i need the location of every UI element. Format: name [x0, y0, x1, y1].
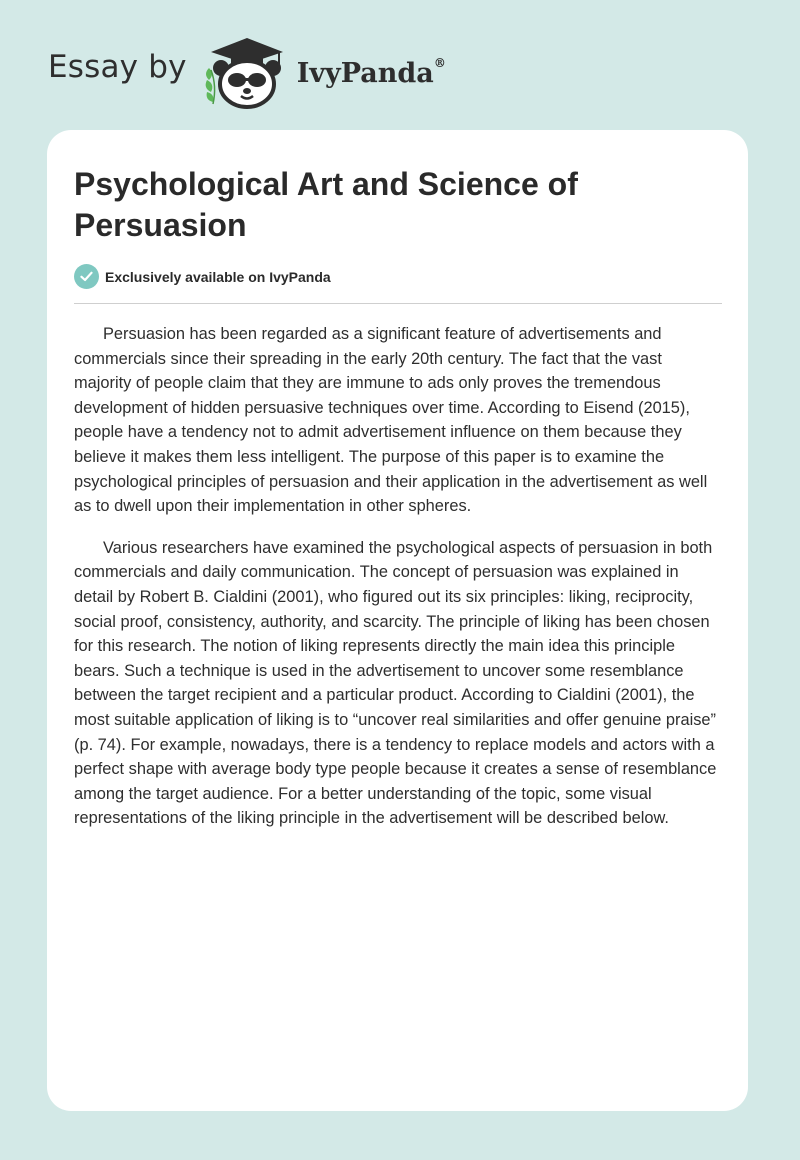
essay-body	[74, 322, 722, 831]
essay-title: Psychological Art and Science of Persuasion	[74, 166, 578, 243]
essay-by-label: Essay by	[48, 49, 187, 85]
paragraph: Various researchers have examined the psychological aspects of persuasion in both commercials and daily communication. The concept of persuasion was explained in detail by Robert B. Cialdini (2001), who figured out its six principles: liking, reciprocity, social proof, consistency, authority, and scarcity. The principle of liking has been chosen for this research. The notion of liking represents directly the main idea this principle bears. Such a technique is used in the advertisement to uncover some resemblance between the target recipient and a particular product. According to Cialdini (2001), the most suitable application of liking is to “uncover real similarities and offer genuine praise” (p. 74). For example, nowadays, there is a tendency to replace models and actors with a perfect shape with average body type people because it creates a sense of resemblance among the target audience. For a better understanding of the topic, some visual representations of the liking principle in the advertisement will be described below.	[74, 538, 717, 828]
paragraph: Persuasion has been regarded as a significant feature of advertisements and commercials since their spreading in the early 20th century. The fact that the vast majority of people claim that they are immune to ads only proves the tremendous development of hidden persuasive techniques over time. According to Eisend (2015), people have a tendency not to admit advertisement influence on them because they believe it makes them less intelligent. The purpose of this paper is to examine the psychological principles of persuasion and their application in the advertisement as well as to dwell upon their implementation in other spheres.	[74, 325, 708, 516]
registered-mark: ®	[433, 55, 446, 70]
brand-name-text: IvyPanda	[296, 57, 434, 89]
exclusive-badge	[74, 264, 722, 289]
essay-card	[47, 130, 748, 1111]
check-icon	[74, 264, 99, 289]
divider	[74, 303, 722, 304]
site-header	[48, 30, 446, 110]
exclusive-label: Exclusively available on IvyPanda	[105, 268, 331, 285]
brand-name[interactable]	[296, 55, 446, 89]
panda-logo-icon[interactable]	[197, 30, 293, 110]
